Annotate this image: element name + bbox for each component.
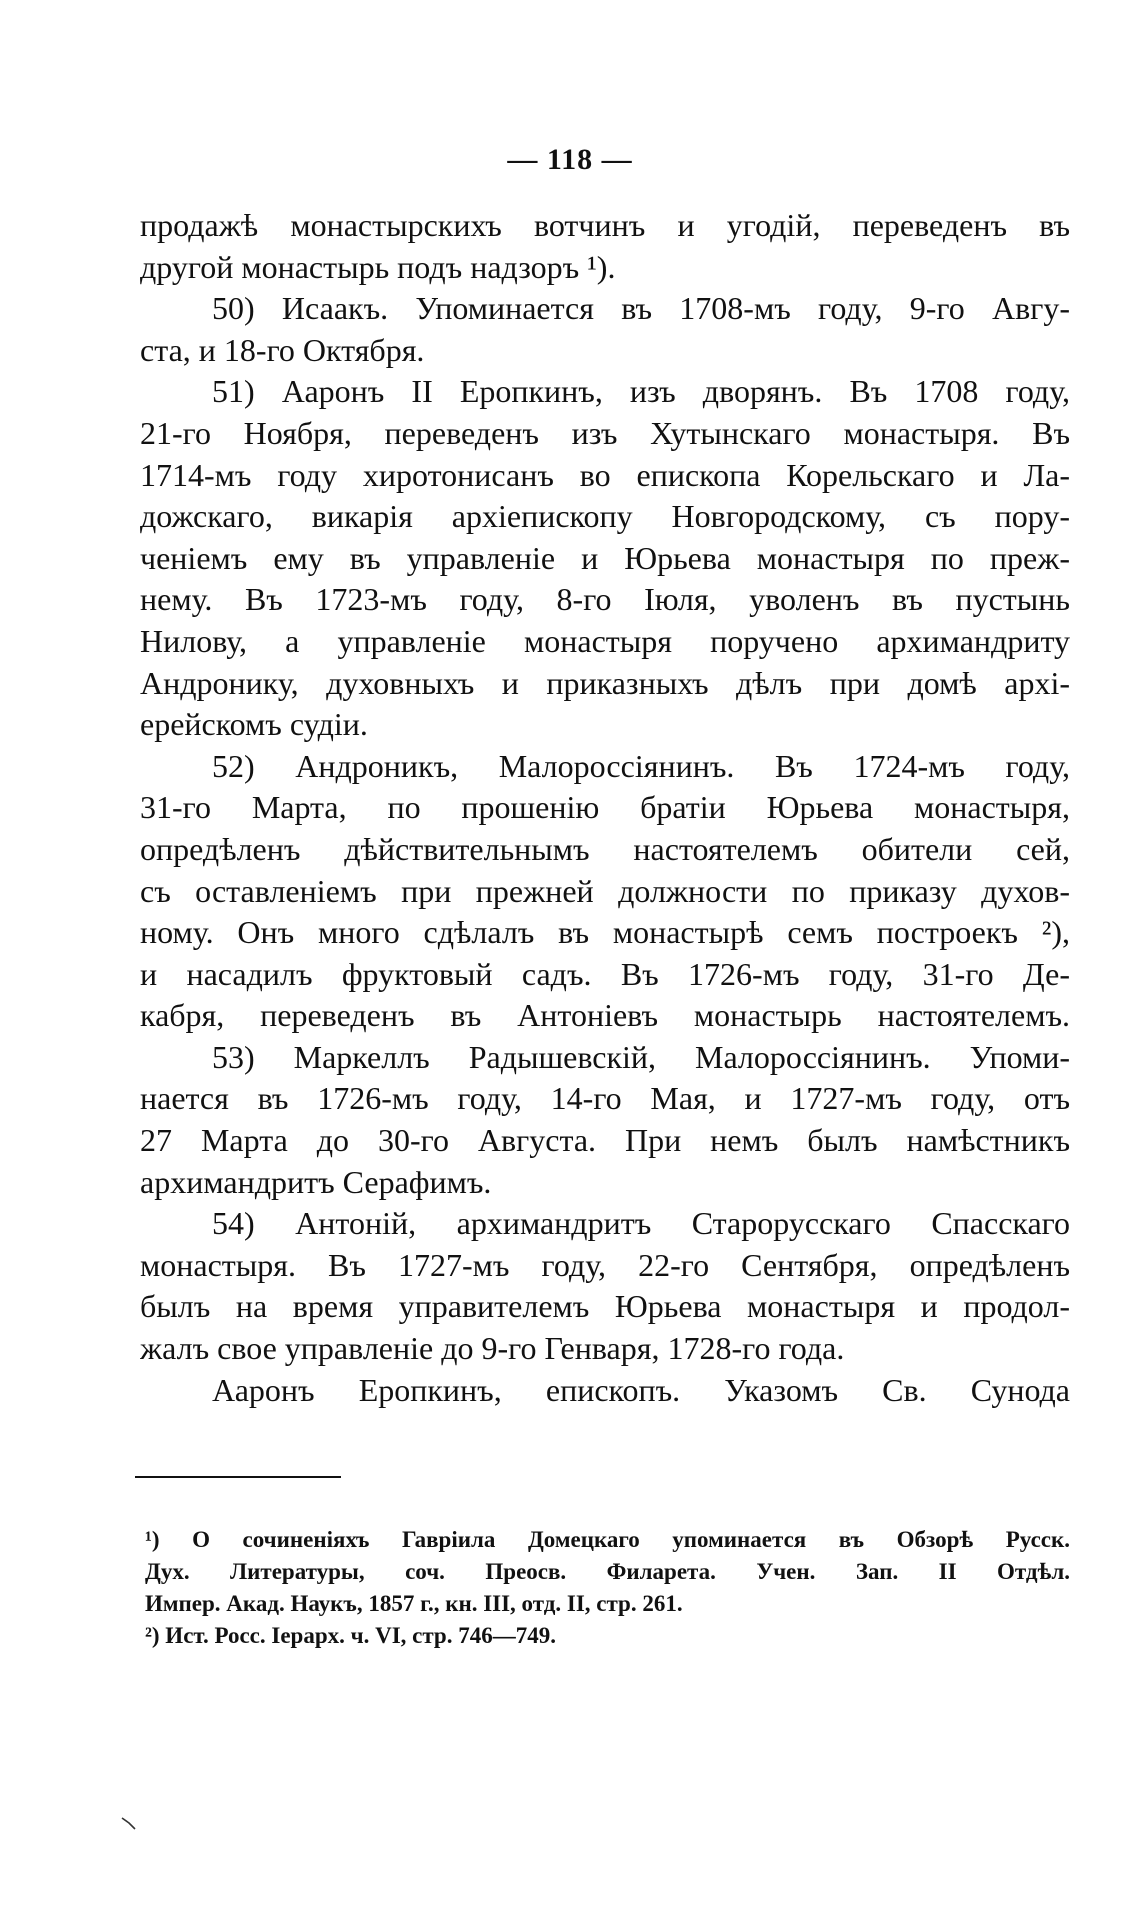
- text-line: Нилову, а управленіе монастыря поручено архимандриту: [140, 622, 1070, 659]
- text-line: 53) Маркеллъ Радышевскій, Малороссіянинъ. Упоми-: [212, 1038, 1070, 1075]
- text-line: съ оставленіемъ при прежней должности по приказу духов-: [140, 872, 1070, 909]
- text-line: продажѣ монастырскихъ вотчинъ и угодій, переведенъ въ: [140, 207, 1070, 243]
- text-line: 31-го Марта, по прошенію братіи Юрьева монастыря,: [140, 789, 1070, 826]
- text-line: 1714-мъ году хиротонисанъ во епископа Корельскаго и Ла-: [140, 456, 1070, 493]
- text-line: ному. Онъ много сдѣлалъ въ монастырѣ семъ построекъ ²),: [140, 914, 1070, 951]
- text-line: 27 Марта до 30-го Августа. При немъ былъ намѣстникъ: [140, 1122, 1070, 1159]
- text-line: жалъ свое управленіе до 9-го Генваря, 1728-го года.: [140, 1330, 845, 1367]
- text-line: Ааронъ Еропкинъ, епископъ. Указомъ Св. Сунода: [212, 1371, 1070, 1408]
- text-line: ченіемъ ему въ управленіе и Юрьева монастыря по преж-: [140, 539, 1070, 576]
- footnote-line: ²) Ист. Росс. Іерарх. ч. VI, стр. 746—749.: [145, 1623, 556, 1648]
- page-number: — 118 —: [507, 143, 633, 176]
- text-line: монастыря. Въ 1727-мъ году, 22-го Сентября, опредѣленъ: [140, 1246, 1070, 1283]
- text-line: нему. Въ 1723-мъ году, 8-го Іюля, уволенъ въ пустынь: [140, 581, 1070, 618]
- ink-speck-mark: [120, 1815, 138, 1831]
- text-line: 54) Антоній, архимандритъ Старорусскаго Спасскаго: [212, 1205, 1070, 1242]
- text-line: ерейскомъ судіи.: [140, 706, 368, 743]
- text-line: кабря, переведенъ въ Антоніевъ монастырь настоятелемъ.: [140, 997, 1070, 1034]
- footnote-divider: [135, 1476, 341, 1478]
- text-line: нается въ 1726-мъ году, 14-го Мая, и 1727-мъ году, отъ: [140, 1080, 1070, 1117]
- main-text: [140, 205, 1070, 1411]
- footnotes: [145, 1524, 1070, 1652]
- text-line: другой монастырь подъ надзоръ ¹).: [140, 248, 616, 285]
- text-line: 52) Андроникъ, Малороссіянинъ. Въ 1724-мъ году,: [212, 747, 1070, 784]
- text-line: ста, и 18-го Октября.: [140, 331, 425, 368]
- text-line: 21-го Ноября, переведенъ изъ Хутынскаго монастыря. Въ: [140, 414, 1070, 451]
- text-line: 51) Ааронъ II Еропкинъ, изъ дворянъ. Въ 1708 году,: [212, 373, 1070, 410]
- text-line: и насадилъ фруктовый садъ. Въ 1726-мъ году, 31-го Де-: [140, 955, 1070, 992]
- text-line: дожскаго, викарія архіепископу Новгородскому, съ пору-: [140, 498, 1070, 535]
- footnote-line: Импер. Акад. Наукъ, 1857 г., кн. III, отд. II, стр. 261.: [145, 1591, 683, 1616]
- text-line: былъ на время управителемъ Юрьева монастыря и продол-: [140, 1288, 1070, 1325]
- footnote-line: ¹) О сочиненіяхъ Гавріила Домецкаго упоминается въ Обзорѣ Русск.: [145, 1527, 1070, 1552]
- text-line: архимандритъ Серафимъ.: [140, 1163, 492, 1200]
- text-line: 50) Исаакъ. Упоминается въ 1708-мъ году, 9-го Авгу-: [212, 290, 1070, 327]
- footnote-line: Дух. Литературы, соч. Преосв. Филарета. Учен. Зап. II Отдѣл.: [145, 1559, 1070, 1584]
- text-line: Андронику, духовныхъ и приказныхъ дѣлъ при домѣ архі-: [140, 664, 1070, 701]
- text-line: опредѣленъ дѣйствительнымъ настоятелемъ обители сей,: [140, 830, 1070, 867]
